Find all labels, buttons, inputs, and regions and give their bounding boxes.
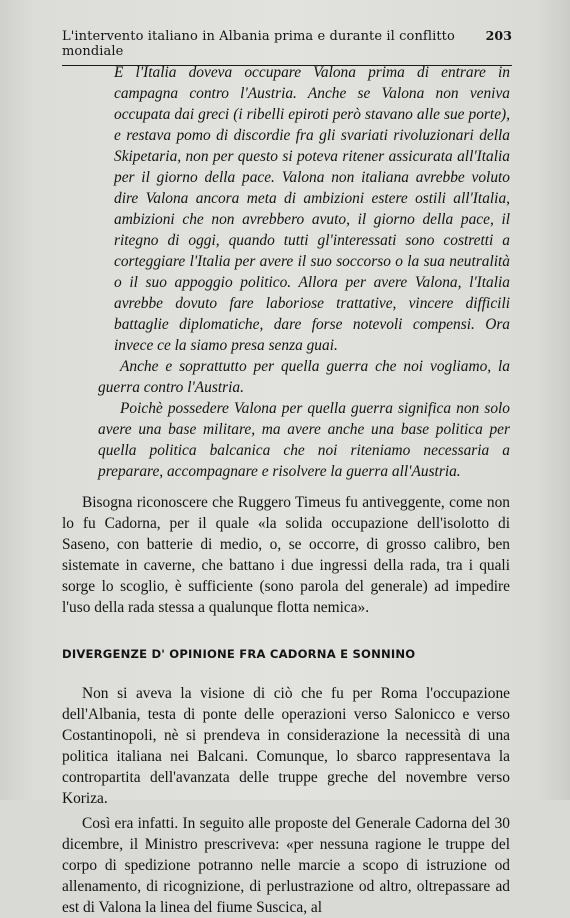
block-quote	[98, 62, 510, 482]
body-paragraph: Bisogna riconoscere che Ruggero Timeus fu antiveggente, come non lo fu Cadorna, per il quale «la solida occupazione dell'isolotto di Saseno, con batterie di medio, o, se occorre, di grosso calibro, ben sistemate in caverne, che battano i due ingressi della rada, tra i quali sorge lo scoglio, è sufficiente (sono parola del generale) ad impedire l'uso della rada stessa a qualunque flotta nemica».	[62, 494, 510, 616]
section-heading: DIVERGENZE D' OPINIONE FRA CADORNA E SONNINO	[62, 647, 416, 661]
running-header	[62, 28, 512, 66]
body-paragraph: Non si aveva la visione di ciò che fu per Roma l'occupazione dell'Albania, testa di ponte delle operazioni verso Salonicco e verso Costantinopoli, nè si prendeva in considerazione la necessità di una politica italiana nei Balcani. Comunque, lo sbarco rappresentava la contropartita dell'avanzata delle truppe greche del novembre verso Koriza.	[62, 685, 510, 807]
quote-paragraph: Poichè possedere Valona per quella guerra significa non solo avere una base militare, ma avere anche una base politica per quella politica balcanica che noi riteniamo necessaria a preparare, accompagnare e risolvere la guerra all'Austria.	[98, 400, 510, 480]
body-paragraph: Così era infatti. In seguito alle proposte del Generale Cadorna del 30 dicembre, il Ministro prescriveva: «per nessuna ragione le truppe del corpo di spedizione potranno nelle marcie a scopo di istruzione od allenamento, di ricognizione, di perlustrazione od altro, oltrepassare ad est di Valona la linea del fiume Suscica, al	[62, 815, 510, 916]
quote-paragraph: E l'Italia doveva occupare Valona prima di entrare in campagna contro l'Austria. Anche se Valona non veniva occupata dai greci (i ribelli epiroti però stavano alle sue porte), e restava pomo di discordie fra gli svariati rivoluzionari della Skipetaria, non per questo si poteva ritener assicurata all'Italia per il giorno della pace. Valona non italiana avrebbe voluto dire Valona ancora meta di ambizioni estere ostili all'Italia, ambizioni che non avrebbero avuto, il giorno della pace, il ritegno di oggi, quando tutti gl'interessati sono costretti a corteggiare l'Italia per avere il suo soccorso o la sua neutralità o il suo appoggio politico. Allora per avere Valona, l'Italia avrebbe dovuto fare laboriose trattative, vincere difficili battaglie diplomatiche, dare forse notevoli compensi. Ora invece ce la siamo presa senza guai.	[114, 64, 510, 354]
running-title: L'intervento italiano in Albania prima e durante il conflitto mondiale	[62, 29, 455, 59]
quote-paragraph: Anche e soprattutto per quella guerra che noi vogliamo, la guerra contro l'Austria.	[98, 358, 510, 396]
page-body	[62, 62, 510, 918]
page-number: 203	[485, 28, 512, 43]
